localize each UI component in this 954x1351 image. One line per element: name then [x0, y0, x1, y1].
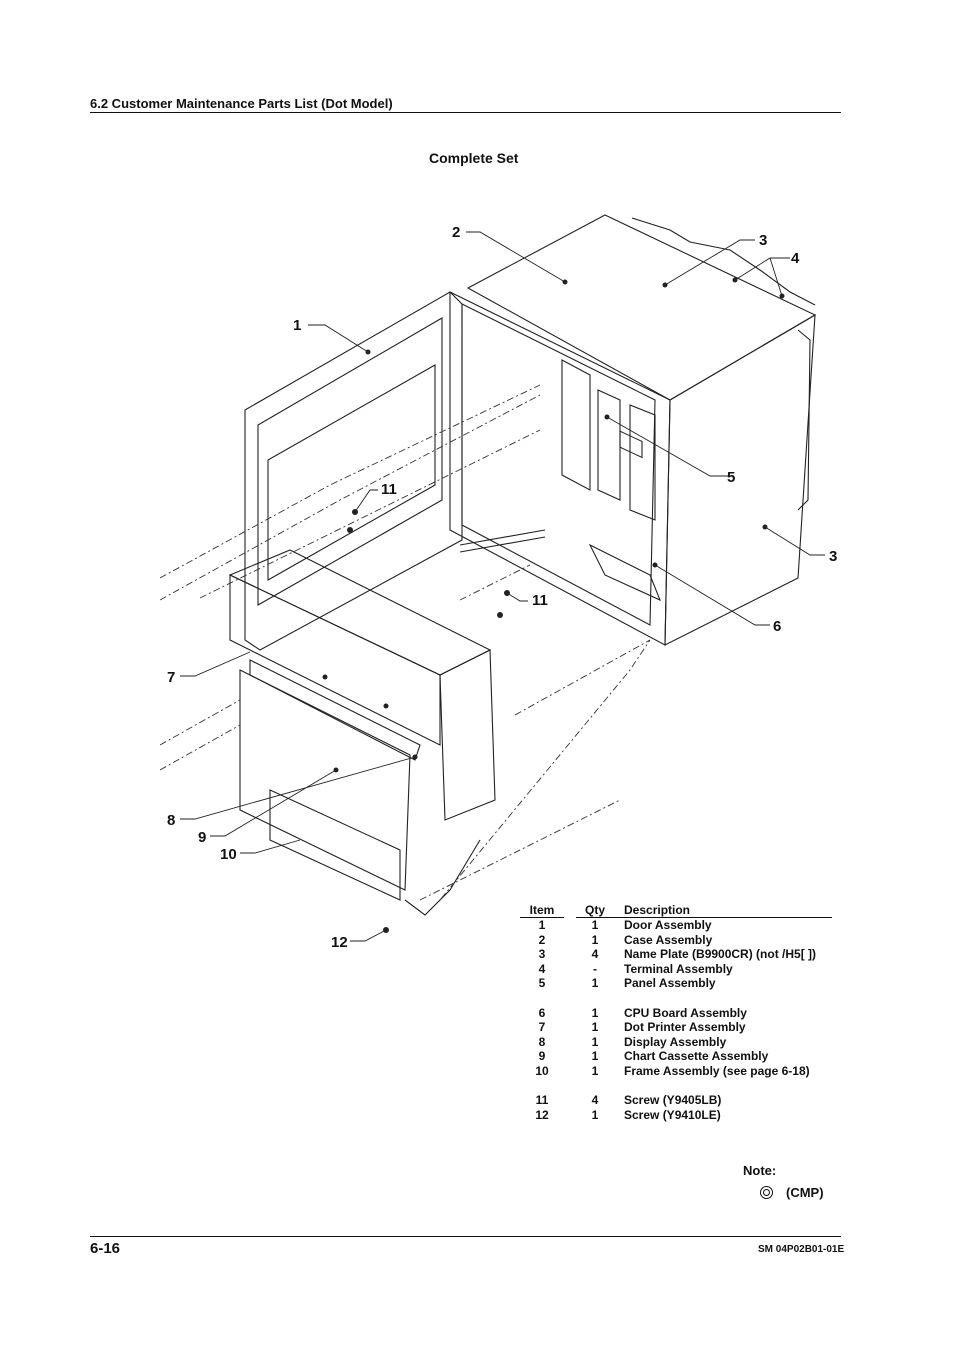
table-row	[520, 947, 832, 962]
column-header-item: Item	[520, 903, 564, 918]
item-cell: 8	[538, 1034, 546, 1049]
module-side	[440, 650, 495, 820]
callout-11-left: 11	[381, 481, 397, 498]
table-row	[520, 1108, 832, 1123]
leader-line	[180, 757, 415, 819]
leader-line	[355, 490, 378, 512]
gap-cell	[564, 1093, 576, 1108]
leader-line	[770, 258, 782, 296]
leader-line	[308, 325, 368, 352]
footer-divider	[90, 1236, 841, 1237]
leader-line	[466, 232, 565, 282]
callout-12: 12	[331, 934, 348, 951]
page-number: 6-16	[90, 1240, 121, 1257]
chart-cassette	[240, 670, 410, 890]
screw	[497, 612, 503, 618]
section-title: 6.2 Customer Maintenance Parts List (Dot Model)	[90, 96, 393, 111]
qty-cell: -	[593, 961, 597, 976]
callout-5: 5	[727, 469, 736, 486]
item-dot	[323, 675, 328, 680]
qty-cell: 1	[591, 1107, 599, 1122]
panel-bracket-2	[630, 405, 655, 520]
gap-cell	[564, 1020, 576, 1035]
description-cell: Name Plate (B9900CR) (not /H5[ ])	[624, 947, 817, 962]
table-row	[520, 1006, 832, 1021]
description-cell: Chart Cassette Assembly	[624, 1049, 769, 1064]
table-row	[520, 962, 832, 977]
qty-cell: 1	[591, 1020, 599, 1035]
gap-cell	[564, 1108, 576, 1123]
callout-9: 9	[198, 829, 207, 846]
table-spacer-row	[520, 1079, 832, 1094]
gap-cell	[564, 976, 576, 991]
leader-line	[655, 565, 770, 625]
description-cell: Frame Assembly (see page 6-18)	[624, 1063, 810, 1078]
gap-cell	[564, 1064, 576, 1079]
item-cell: 2	[538, 932, 546, 947]
item-cell: 3	[538, 947, 546, 962]
qty-cell: 1	[591, 976, 599, 991]
frame-handle	[405, 840, 480, 915]
gap-cell	[564, 1049, 576, 1064]
item-cell: 6	[538, 1005, 546, 1020]
table-row	[520, 976, 832, 991]
gap-cell	[564, 1006, 576, 1021]
leader-line	[665, 240, 755, 285]
door-outer-frame	[245, 292, 462, 650]
qty-cell: 1	[591, 1049, 599, 1064]
gap-cell	[564, 933, 576, 948]
page-title: Complete Set	[429, 150, 519, 166]
item-cell: 10	[535, 1063, 549, 1078]
item-cell: 12	[535, 1107, 549, 1122]
terminal-edge	[632, 218, 815, 305]
panel-bracket	[598, 390, 620, 500]
document-number: SM 04P02B01-01E	[758, 1244, 845, 1255]
description-cell: Screw (Y9410LE)	[624, 1107, 721, 1122]
table-row	[520, 1064, 832, 1079]
strut-2	[460, 537, 545, 552]
frame-assembly	[270, 790, 400, 900]
gap-cell	[564, 947, 576, 962]
leader-line	[240, 840, 300, 853]
callout-2: 2	[452, 224, 461, 241]
alignment-line	[440, 640, 650, 900]
printer-assembly-top	[230, 550, 490, 675]
alignment-line	[460, 565, 530, 600]
column-header-description: Description	[614, 903, 832, 918]
description-cell: Panel Assembly	[624, 976, 716, 991]
table-row	[520, 1020, 832, 1035]
item-cell: 7	[538, 1020, 546, 1035]
qty-cell: 1	[591, 1005, 599, 1020]
screw	[347, 527, 353, 533]
column-gap	[564, 903, 576, 918]
item-dot	[384, 704, 389, 709]
qty-cell: 1	[591, 932, 599, 947]
table-row	[520, 1035, 832, 1050]
leader-line	[350, 930, 386, 941]
callout-8: 8	[167, 812, 176, 829]
case-front-frame	[450, 292, 670, 645]
table-header-row	[520, 903, 832, 918]
item-cell: 11	[535, 1093, 549, 1108]
item-cell: 4	[538, 961, 546, 976]
callout-4: 4	[791, 250, 800, 267]
callout-7: 7	[167, 669, 176, 686]
description-cell: Display Assembly	[624, 1034, 727, 1049]
leader-line	[735, 258, 790, 280]
table-row	[520, 933, 832, 948]
item-cell: 5	[538, 976, 546, 991]
column-header-qty: Qty	[576, 903, 614, 918]
alignment-line	[200, 430, 540, 598]
alignment-line	[420, 800, 620, 900]
description-cell: CPU Board Assembly	[624, 1005, 747, 1020]
qty-cell: 1	[591, 1063, 599, 1078]
door-inner-frame	[258, 318, 442, 605]
description-cell: Dot Printer Assembly	[624, 1020, 746, 1035]
leader-line	[607, 417, 728, 476]
callout-3-side: 3	[829, 548, 838, 565]
item-cell: 1	[538, 918, 546, 932]
description-cell: Screw (Y9405LB)	[624, 1093, 722, 1108]
note-text: (CMP)	[786, 1185, 824, 1200]
description-cell: Case Assembly	[624, 932, 713, 947]
double-circle-icon	[760, 1186, 773, 1199]
gap-cell	[564, 918, 576, 933]
table-spacer-row	[520, 991, 832, 1006]
alignment-line	[160, 395, 540, 600]
callout-1: 1	[293, 317, 302, 334]
callout-11-right: 11	[532, 592, 548, 609]
panel-assembly	[562, 360, 590, 490]
callout-3-top: 3	[759, 232, 768, 249]
description-cell: Terminal Assembly	[624, 961, 733, 976]
table-row	[520, 918, 832, 933]
table-row	[520, 1093, 832, 1108]
table-row	[520, 1049, 832, 1064]
callout-10: 10	[220, 846, 237, 863]
strut	[460, 530, 545, 545]
parts-list-table	[520, 903, 832, 1122]
exploded-parts-diagram	[150, 200, 840, 960]
door-window	[268, 365, 435, 580]
alignment-line	[160, 725, 240, 770]
qty-cell: 4	[591, 947, 599, 962]
description-cell: Door Assembly	[624, 918, 712, 932]
case-side-face	[665, 315, 815, 645]
alignment-line	[160, 700, 240, 745]
leader-line	[507, 593, 528, 601]
qty-cell: 1	[591, 1034, 599, 1049]
callout-6: 6	[773, 618, 782, 635]
qty-cell: 1	[591, 918, 599, 932]
display-assembly	[250, 660, 420, 760]
header-divider	[90, 112, 841, 113]
item-cell: 9	[538, 1049, 546, 1064]
qty-cell: 4	[591, 1093, 599, 1108]
gap-cell	[564, 1035, 576, 1050]
cpu-board	[590, 545, 660, 600]
gap-cell	[564, 962, 576, 977]
note-label: Note:	[743, 1163, 777, 1178]
leader-line	[765, 527, 825, 555]
case-front-opening	[462, 304, 655, 625]
printer-assembly-front	[230, 575, 440, 745]
parts-table-body	[520, 918, 832, 1123]
